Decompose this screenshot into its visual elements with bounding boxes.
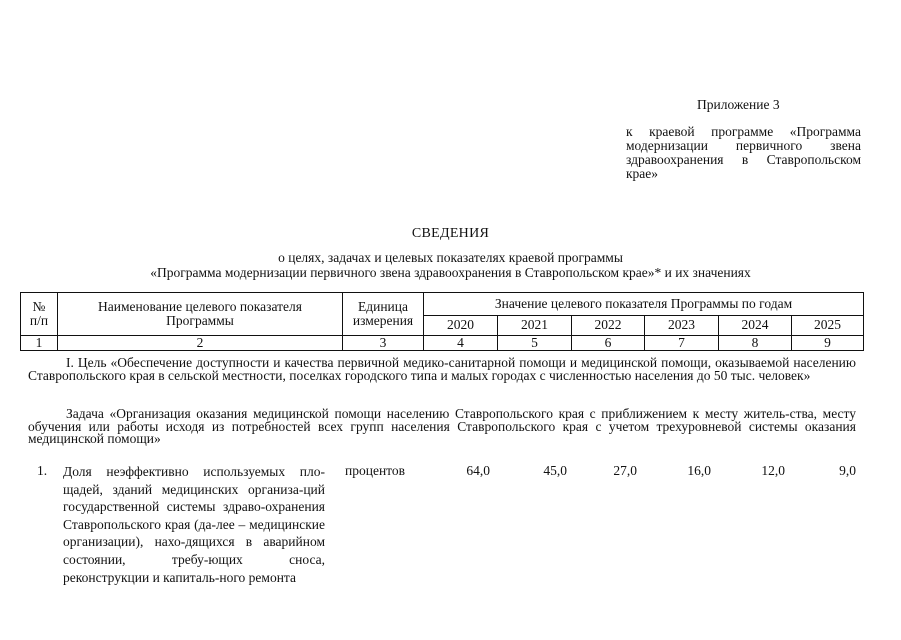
document-subtitle-line-1: о целях, задачах и целевых показателях краевой программы xyxy=(278,250,623,265)
column-number: 6 xyxy=(572,336,645,351)
row-value-2023: 16,0 xyxy=(687,463,711,478)
header-unit-label: Единица измерения xyxy=(352,299,414,328)
row-value-2022: 27,0 xyxy=(613,463,637,478)
header-year: 2021 xyxy=(498,315,572,335)
header-unit xyxy=(343,293,424,336)
row-number: 1. xyxy=(37,463,48,478)
appendix-subtitle: к краевой программе «Программа модернизации первичного звена здравоохранения в Ставропольском крае» xyxy=(626,124,861,181)
row-value-2025: 9,0 xyxy=(839,463,856,478)
column-number: 9 xyxy=(792,336,864,351)
goal-section-heading: I. Цель «Обеспечение доступности и качества первичной медико-санитарной помощи и медицинской помощи, оказываемой населению Ставропольского края в сельской местности, поселках городского типа и малых городах с численностью населения до 50 тыс. человек» xyxy=(28,355,856,383)
row-value-2021: 45,0 xyxy=(543,463,567,478)
column-number: 7 xyxy=(645,336,719,351)
document-title: СВЕДЕНИЯ xyxy=(411,226,490,241)
column-number: 3 xyxy=(343,336,424,351)
row-value-2024: 12,0 xyxy=(761,463,785,478)
column-number: 5 xyxy=(498,336,572,351)
document-subtitle xyxy=(0,251,901,280)
header-values-group: Значение целевого показателя Программы по годам xyxy=(424,293,864,316)
row-value-2020: 64,0 xyxy=(466,463,490,478)
header-num-label: № п/п xyxy=(29,299,49,328)
header-year: 2025 xyxy=(792,315,864,335)
indicators-table-header xyxy=(20,292,864,351)
header-year: 2020 xyxy=(424,315,498,335)
header-name xyxy=(58,293,343,336)
header-year: 2023 xyxy=(645,315,719,335)
header-num xyxy=(21,293,58,336)
task-section-heading: Задача «Организация оказания медицинской помощи населению Ставропольского края с приближением к месту житель-ства, месту обучения или работы исходя из потребностей всех групп населения Ставропольского края с учетом трехуровневой системы оказания медицинской помощи» xyxy=(28,406,856,447)
column-number: 4 xyxy=(424,336,498,351)
document-subtitle-line-2: «Программа модернизации первичного звена здравоохранения в Ставропольском крае»* и их значениях xyxy=(150,264,751,280)
column-number: 1 xyxy=(21,336,58,351)
row-unit: процентов xyxy=(345,463,406,478)
column-number: 2 xyxy=(58,336,343,351)
header-year: 2022 xyxy=(572,315,645,335)
column-number: 8 xyxy=(719,336,792,351)
header-name-label: Наименование целевого показателя Программы xyxy=(98,299,302,328)
header-year: 2024 xyxy=(719,315,792,335)
appendix-title: Приложение 3 xyxy=(697,97,780,112)
row-indicator-name: Доля неэффективно используемых пло-щадей, зданий медицинских организа-ций государственной системы здраво-охранения Ставропольского края (да-лее – медицинские организации), нахо-дящихся в аварийном состоянии, требу-ющих сноса, реконструкции и капиталь-ного ремонта xyxy=(63,464,325,585)
